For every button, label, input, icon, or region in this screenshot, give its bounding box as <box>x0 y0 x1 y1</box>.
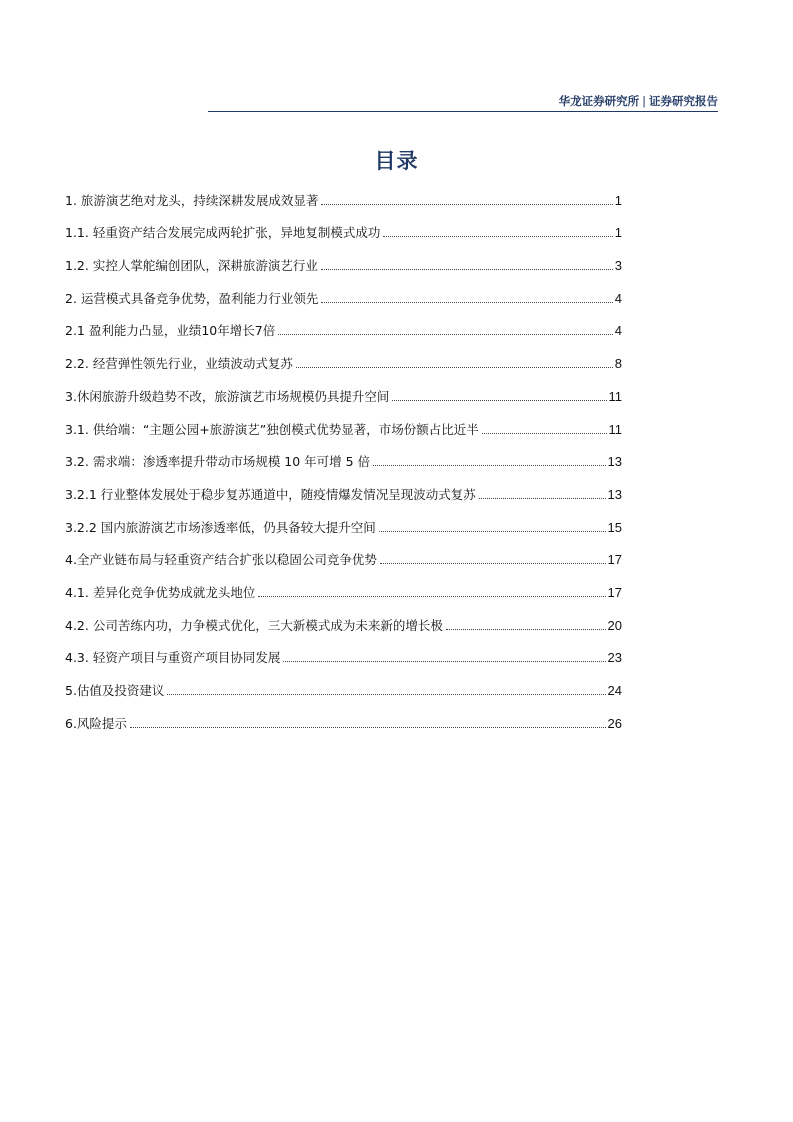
toc-entry-page: 13 <box>607 486 622 502</box>
toc-dot-leader <box>380 563 606 564</box>
toc-entry-3[interactable] <box>65 378 622 411</box>
toc-entry-4-1[interactable] <box>65 574 622 607</box>
toc-entry-page: 17 <box>607 552 622 568</box>
page-header <box>208 92 718 112</box>
toc-entry-page: 8 <box>614 356 622 372</box>
toc-entry-page: 4 <box>614 323 622 339</box>
toc-dot-leader <box>379 531 606 532</box>
toc-dot-leader <box>278 334 613 335</box>
toc-entry-text: 4.1. 差异化竞争优势成就龙头地位 <box>65 584 256 600</box>
toc-entry-3-2-1[interactable] <box>65 476 622 509</box>
toc-entry-text: 1.1. 轻重资产结合发展完成两轮扩张，异地复制模式成功 <box>65 225 381 241</box>
toc-dot-leader <box>258 596 605 597</box>
toc-entry-2-2[interactable] <box>65 345 622 378</box>
toc-dot-leader <box>321 269 613 270</box>
toc-entry-page: 11 <box>608 421 622 437</box>
toc-entry-text: 3.2. 需求端：渗透率提升带动市场规模 10 年可增 5 倍 <box>65 454 371 470</box>
toc-entry-page: 23 <box>607 650 622 666</box>
toc-entry-4[interactable] <box>65 542 622 575</box>
toc-dot-leader <box>383 236 612 237</box>
toc-entry-page: 26 <box>607 715 622 731</box>
toc-dot-leader <box>482 433 607 434</box>
toc-dot-leader <box>167 694 605 695</box>
header-separator: | <box>642 94 646 108</box>
toc-entry-5[interactable] <box>65 672 622 705</box>
toc-title: 目录 <box>374 149 419 173</box>
toc-dot-leader <box>321 302 612 303</box>
toc-entry-text: 3.休闲旅游升级趋势不改，旅游演艺市场规模仍具提升空间 <box>65 388 390 404</box>
toc-entry-text: 4.全产业链布局与轻重资产结合扩张以稳固公司竞争优势 <box>65 552 377 568</box>
toc-dot-leader <box>446 629 606 630</box>
toc-entry-3-2[interactable] <box>65 444 622 477</box>
toc-entry-2[interactable] <box>65 280 622 313</box>
toc-entry-text: 6.风险提示 <box>65 715 127 731</box>
toc-entry-1[interactable] <box>65 182 622 215</box>
toc-entry-1-1[interactable] <box>65 215 622 248</box>
toc-entry-text: 1. 旅游演艺绝对龙头，持续深耕发展成效显著 <box>65 192 319 208</box>
toc-entry-4-3[interactable] <box>65 640 622 673</box>
toc-entry-text: 5.估值及投资建议 <box>65 683 165 698</box>
toc-entry-4-2[interactable] <box>65 607 622 640</box>
toc-dot-leader <box>373 465 605 466</box>
header-report-type: 证券研究报告 <box>649 94 718 108</box>
toc-entry-3-1[interactable] <box>65 411 622 444</box>
toc-entry-page: 11 <box>608 388 622 404</box>
toc-entry-text: 2. 运营模式具备竞争优势，盈利能力行业领先 <box>65 290 319 306</box>
toc-entry-text: 3.2.1 行业整体发展处于稳步复苏通道中，随疫情爆发情况呈现波动式复苏 <box>65 486 476 502</box>
toc-entry-page: 4 <box>614 290 622 306</box>
table-of-contents <box>65 182 622 738</box>
header-org: 华龙证券研究所 <box>558 94 640 108</box>
toc-entry-text: 2.1 盈利能力凸显，业绩10年增长7倍 <box>65 323 276 339</box>
toc-entry-6[interactable] <box>65 705 622 738</box>
toc-entry-text: 4.3. 轻资产项目与重资产项目协同发展 <box>65 650 281 666</box>
toc-entry-page: 1 <box>614 225 622 241</box>
toc-entry-3-2-2[interactable] <box>65 509 622 542</box>
toc-entry-page: 24 <box>607 683 622 698</box>
toc-entry-page: 20 <box>607 617 622 633</box>
toc-entry-page: 3 <box>614 258 622 274</box>
toc-entry-page: 13 <box>607 454 622 470</box>
toc-dot-leader <box>130 727 606 728</box>
toc-entry-page: 1 <box>614 192 622 208</box>
toc-entry-text: 2.2. 经营弹性领先行业，业绩波动式复苏 <box>65 356 293 372</box>
toc-dot-leader <box>283 661 605 662</box>
toc-entry-2-1[interactable] <box>65 313 622 346</box>
toc-entry-1-2[interactable] <box>65 247 622 280</box>
toc-entry-text: 3.1. 供给端：“主题公园+旅游演艺”独创模式优势显著，市场份额占比近半 <box>65 421 479 437</box>
toc-entry-text: 1.2. 实控人掌舵编创团队，深耕旅游演艺行业 <box>65 258 318 274</box>
toc-entry-text: 4.2. 公司苦练内功，力争模式优化，三大新模式成为未来新的增长极 <box>65 617 443 633</box>
toc-dot-leader <box>392 400 606 401</box>
toc-dot-leader <box>321 204 612 205</box>
toc-dot-leader <box>479 498 606 499</box>
toc-entry-text: 3.2.2 国内旅游演艺市场渗透率低，仍具备较大提升空间 <box>65 519 376 535</box>
toc-entry-page: 17 <box>607 584 622 600</box>
toc-entry-page: 15 <box>607 519 622 535</box>
toc-dot-leader <box>296 367 613 368</box>
